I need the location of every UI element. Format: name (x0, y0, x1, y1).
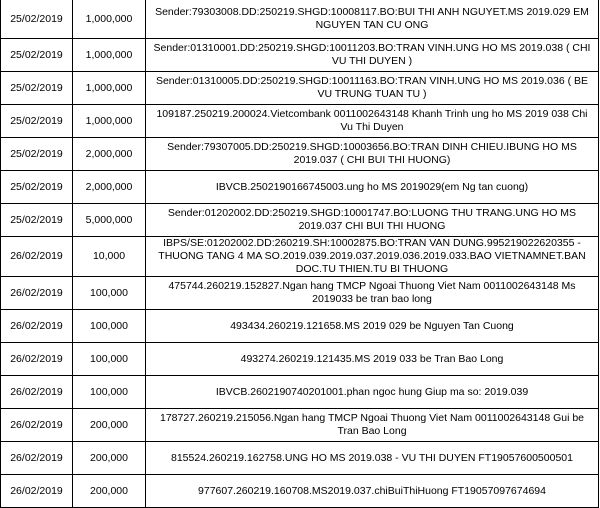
date-cell: 25/02/2019 (1, 204, 73, 237)
table-row (1, 310, 599, 343)
transaction-table-body (1, 0, 599, 508)
date-cell: 26/02/2019 (1, 277, 73, 310)
amount-cell: 100,000 (73, 277, 146, 310)
date-cell: 26/02/2019 (1, 442, 73, 475)
date-cell: 26/02/2019 (1, 376, 73, 409)
description-cell: Sender:79303008.DD:250219.SHGD:10008117.BO:BUI THI ANH NGUYET.MS 2019.029 EM NGUYEN TAN CU ONG (146, 0, 599, 39)
amount-cell: 1,000,000 (73, 105, 146, 138)
table-row (1, 138, 599, 171)
amount-cell: 10,000 (73, 237, 146, 277)
table-row (1, 442, 599, 475)
date-cell: 26/02/2019 (1, 310, 73, 343)
description-cell: 178727.260219.215056.Ngan hang TMCP Ngoai Thuong Viet Nam 0011002643148 Gui be Tran Bao Long (146, 409, 599, 442)
description-cell: IBVCB.2502190166745003.ung ho MS 2019029(em Ng tan cuong) (146, 171, 599, 204)
description-cell: Sender:01202002.DD:250219.SHGD:10001747.BO:LUONG THU TRANG.UNG HO MS 2019.037 CHI BUI THI HUONG (146, 204, 599, 237)
date-cell: 26/02/2019 (1, 237, 73, 277)
amount-cell: 2,000,000 (73, 171, 146, 204)
description-cell: 815524.260219.162758.UNG HO MS 2019.038 - VU THI DUYEN FT19057600500501 (146, 442, 599, 475)
table-row (1, 171, 599, 204)
table-row (1, 343, 599, 376)
description-cell: 493274.260219.121435.MS 2019 033 be Tran Bao Long (146, 343, 599, 376)
amount-cell: 200,000 (73, 442, 146, 475)
amount-cell: 200,000 (73, 409, 146, 442)
description-cell: 109187.250219.200024.Vietcombank 0011002643148 Khanh Trinh ung ho MS 2019 038 Chi Vu Thi Duyen (146, 105, 599, 138)
description-cell: Sender:79307005.DD:250219.SHGD:10003656.BO:TRAN DINH CHIEU.IBUNG HO MS 2019.037 ( CHI BUI THI HUONG) (146, 138, 599, 171)
table-row (1, 204, 599, 237)
table-row (1, 376, 599, 409)
date-cell: 26/02/2019 (1, 343, 73, 376)
description-cell: Sender:01310005.DD:250219.SHGD:10011163.BO:TRAN VINH.UNG HO MS 2019.036 ( BE VU TRUNG TUAN TU ) (146, 72, 599, 105)
amount-cell: 200,000 (73, 475, 146, 508)
amount-cell: 1,000,000 (73, 39, 146, 72)
date-cell: 25/02/2019 (1, 0, 73, 39)
description-cell: 493434.260219.121658.MS 2019 029 be Nguyen Tan Cuong (146, 310, 599, 343)
description-cell: 475744.260219.152827.Ngan hang TMCP Ngoai Thuong Viet Nam 0011002643148 Ms 2019033 be tran bao long (146, 277, 599, 310)
table-row (1, 277, 599, 310)
table-row (1, 0, 599, 39)
date-cell: 25/02/2019 (1, 171, 73, 204)
table-row (1, 105, 599, 138)
description-cell: Sender:01310001.DD:250219.SHGD:10011203.BO:TRAN VINH.UNG HO MS 2019.038 ( CHI VU THI DUYEN ) (146, 39, 599, 72)
amount-cell: 1,000,000 (73, 72, 146, 105)
description-cell: IBVCB.2602190740201001.phan ngoc hung Giup ma so: 2019.039 (146, 376, 599, 409)
date-cell: 26/02/2019 (1, 475, 73, 508)
amount-cell: 100,000 (73, 343, 146, 376)
date-cell: 25/02/2019 (1, 105, 73, 138)
table-row (1, 72, 599, 105)
amount-cell: 100,000 (73, 376, 146, 409)
date-cell: 25/02/2019 (1, 138, 73, 171)
date-cell: 26/02/2019 (1, 409, 73, 442)
amount-cell: 1,000,000 (73, 0, 146, 39)
table-row (1, 237, 599, 277)
amount-cell: 2,000,000 (73, 138, 146, 171)
date-cell: 25/02/2019 (1, 72, 73, 105)
table-row (1, 39, 599, 72)
table-row (1, 409, 599, 442)
description-cell: IBPS/SE:01202002.DD:260219.SH:10002875.BO:TRAN VAN DUNG.995219022620355 - THUONG TANG 4 MA SO.2019.039.2019.037.2019.036.2019.033.BAO VIETNAMNET.BAN DOC.TU THIEN.TU BI THUONG (146, 237, 599, 277)
amount-cell: 100,000 (73, 310, 146, 343)
amount-cell: 5,000,000 (73, 204, 146, 237)
table-row (1, 475, 599, 508)
date-cell: 25/02/2019 (1, 39, 73, 72)
description-cell: 977607.260219.160708.MS2019.037.chiBuiThiHuong FT19057097674694 (146, 475, 599, 508)
